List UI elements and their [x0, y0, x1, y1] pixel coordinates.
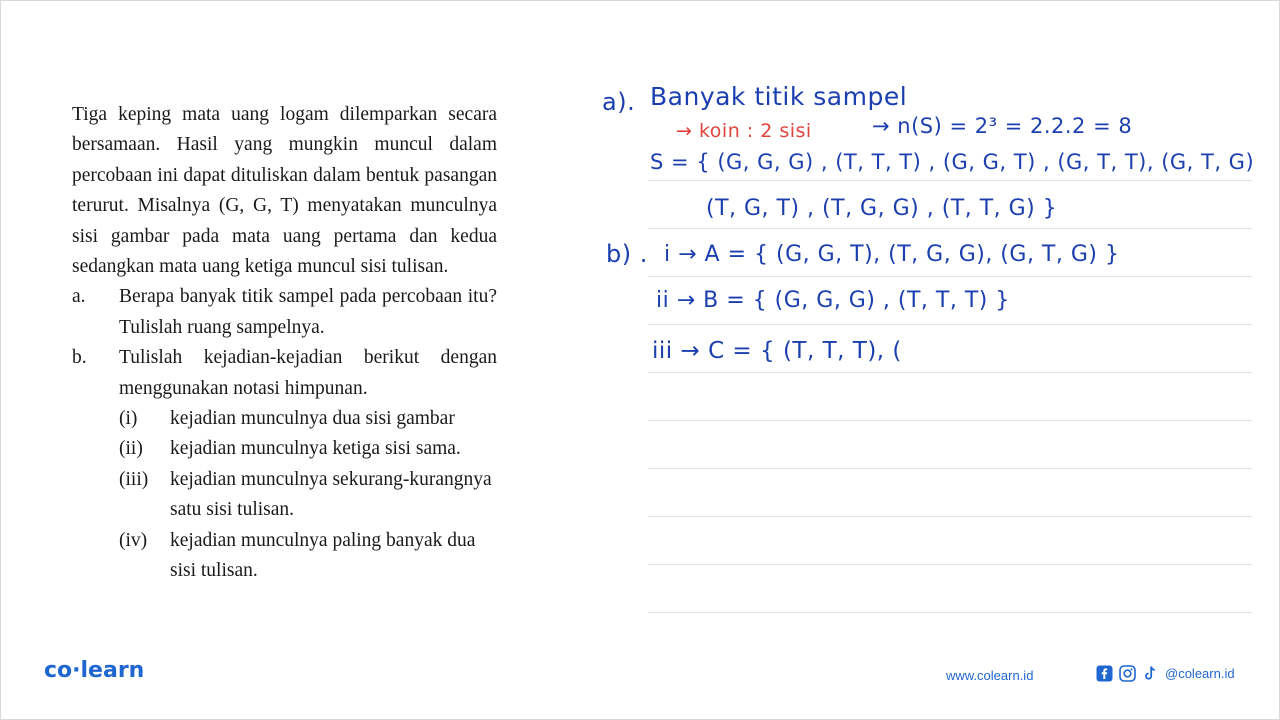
tiktok-icon[interactable] — [1142, 665, 1159, 682]
sub-item-marker: (iii) — [119, 468, 149, 490]
ruled-line — [648, 564, 1252, 565]
item-b-text: Tulislah kejadian-kejadian berikut dengan menggunakan notasi himpunan. — [119, 347, 497, 399]
ruled-line — [648, 324, 1252, 325]
answer-a-title: Banyak titik sampel — [650, 82, 908, 111]
ruled-line — [648, 468, 1252, 469]
answer-b-label: b) . — [606, 240, 648, 268]
sub-item-marker: (ii) — [119, 438, 143, 460]
event-c: iii → C = { (T, T, T), ( — [652, 338, 902, 364]
event-a: i → A = { (G, G, T), (T, G, G), (G, T, G) } — [664, 242, 1120, 267]
item-a-text: Berapa banyak titik sampel pada percobaan itu? Tulislah ruang sampelnya. — [119, 286, 497, 338]
colearn-logo: co·learn — [44, 658, 145, 683]
ruled-line — [648, 276, 1252, 277]
ruled-line — [648, 180, 1252, 181]
sub-item-text: kejadian munculnya ketiga sisi sama. — [170, 438, 461, 460]
sub-item-marker: (i) — [119, 408, 138, 430]
ruled-line — [648, 228, 1252, 229]
sub-item-marker: (iv) — [119, 529, 148, 551]
social-handle: @colearn.id — [1165, 666, 1235, 681]
event-b: ii → B = { (G, G, G) , (T, T, T) } — [656, 288, 1010, 313]
ruled-line — [648, 420, 1252, 421]
sub-item-text: kejadian munculnya sekurang-kurangnya satu sisi tulisan. — [170, 468, 492, 521]
question-text — [72, 100, 497, 587]
question-intro: Tiga keping mata uang logam dilemparkan secara bersamaan. Hasil yang mungkin muncul dalam percobaan ini dapat dituliskan dalam bentuk pasangan terurut. Misalnya (G, G, T) menyatakan munculnya sisi gambar pada mata uang pertama dan kedua sedangkan mata uang ketiga muncul sisi tulisan. — [72, 104, 497, 278]
item-a — [72, 282, 497, 343]
instagram-icon[interactable] — [1119, 665, 1136, 682]
sub-item-text: kejadian munculnya dua sisi gambar — [170, 408, 455, 430]
item-b-marker: b. — [72, 347, 87, 369]
facebook-icon[interactable] — [1096, 665, 1113, 682]
website-url: www.colearn.id — [946, 668, 1034, 683]
social-links — [1096, 665, 1235, 682]
item-a-marker: a. — [72, 286, 86, 308]
sample-space-line-2: (T, G, T) , (T, G, G) , (T, T, G) } — [706, 196, 1058, 221]
ruled-line — [648, 612, 1252, 613]
sub-item-text: kejadian munculnya paling banyak dua sisi tulisan. — [170, 529, 476, 582]
sub-item-i — [119, 404, 497, 434]
sub-item-iv — [119, 526, 497, 587]
sample-space-line-1: S = { (G, G, G) , (T, T, T) , (G, G, T) , (G, T, T), (G, T, G) — [650, 150, 1255, 174]
sample-count: → n(S) = 2³ = 2.2.2 = 8 — [872, 114, 1133, 138]
answer-a-label: a). — [602, 88, 636, 116]
item-b — [72, 343, 497, 404]
koin-note: → koin : 2 sisi — [676, 120, 812, 142]
sub-item-ii — [119, 434, 497, 464]
sub-item-iii — [119, 465, 497, 526]
ruled-line — [648, 516, 1252, 517]
ruled-line — [648, 372, 1252, 373]
